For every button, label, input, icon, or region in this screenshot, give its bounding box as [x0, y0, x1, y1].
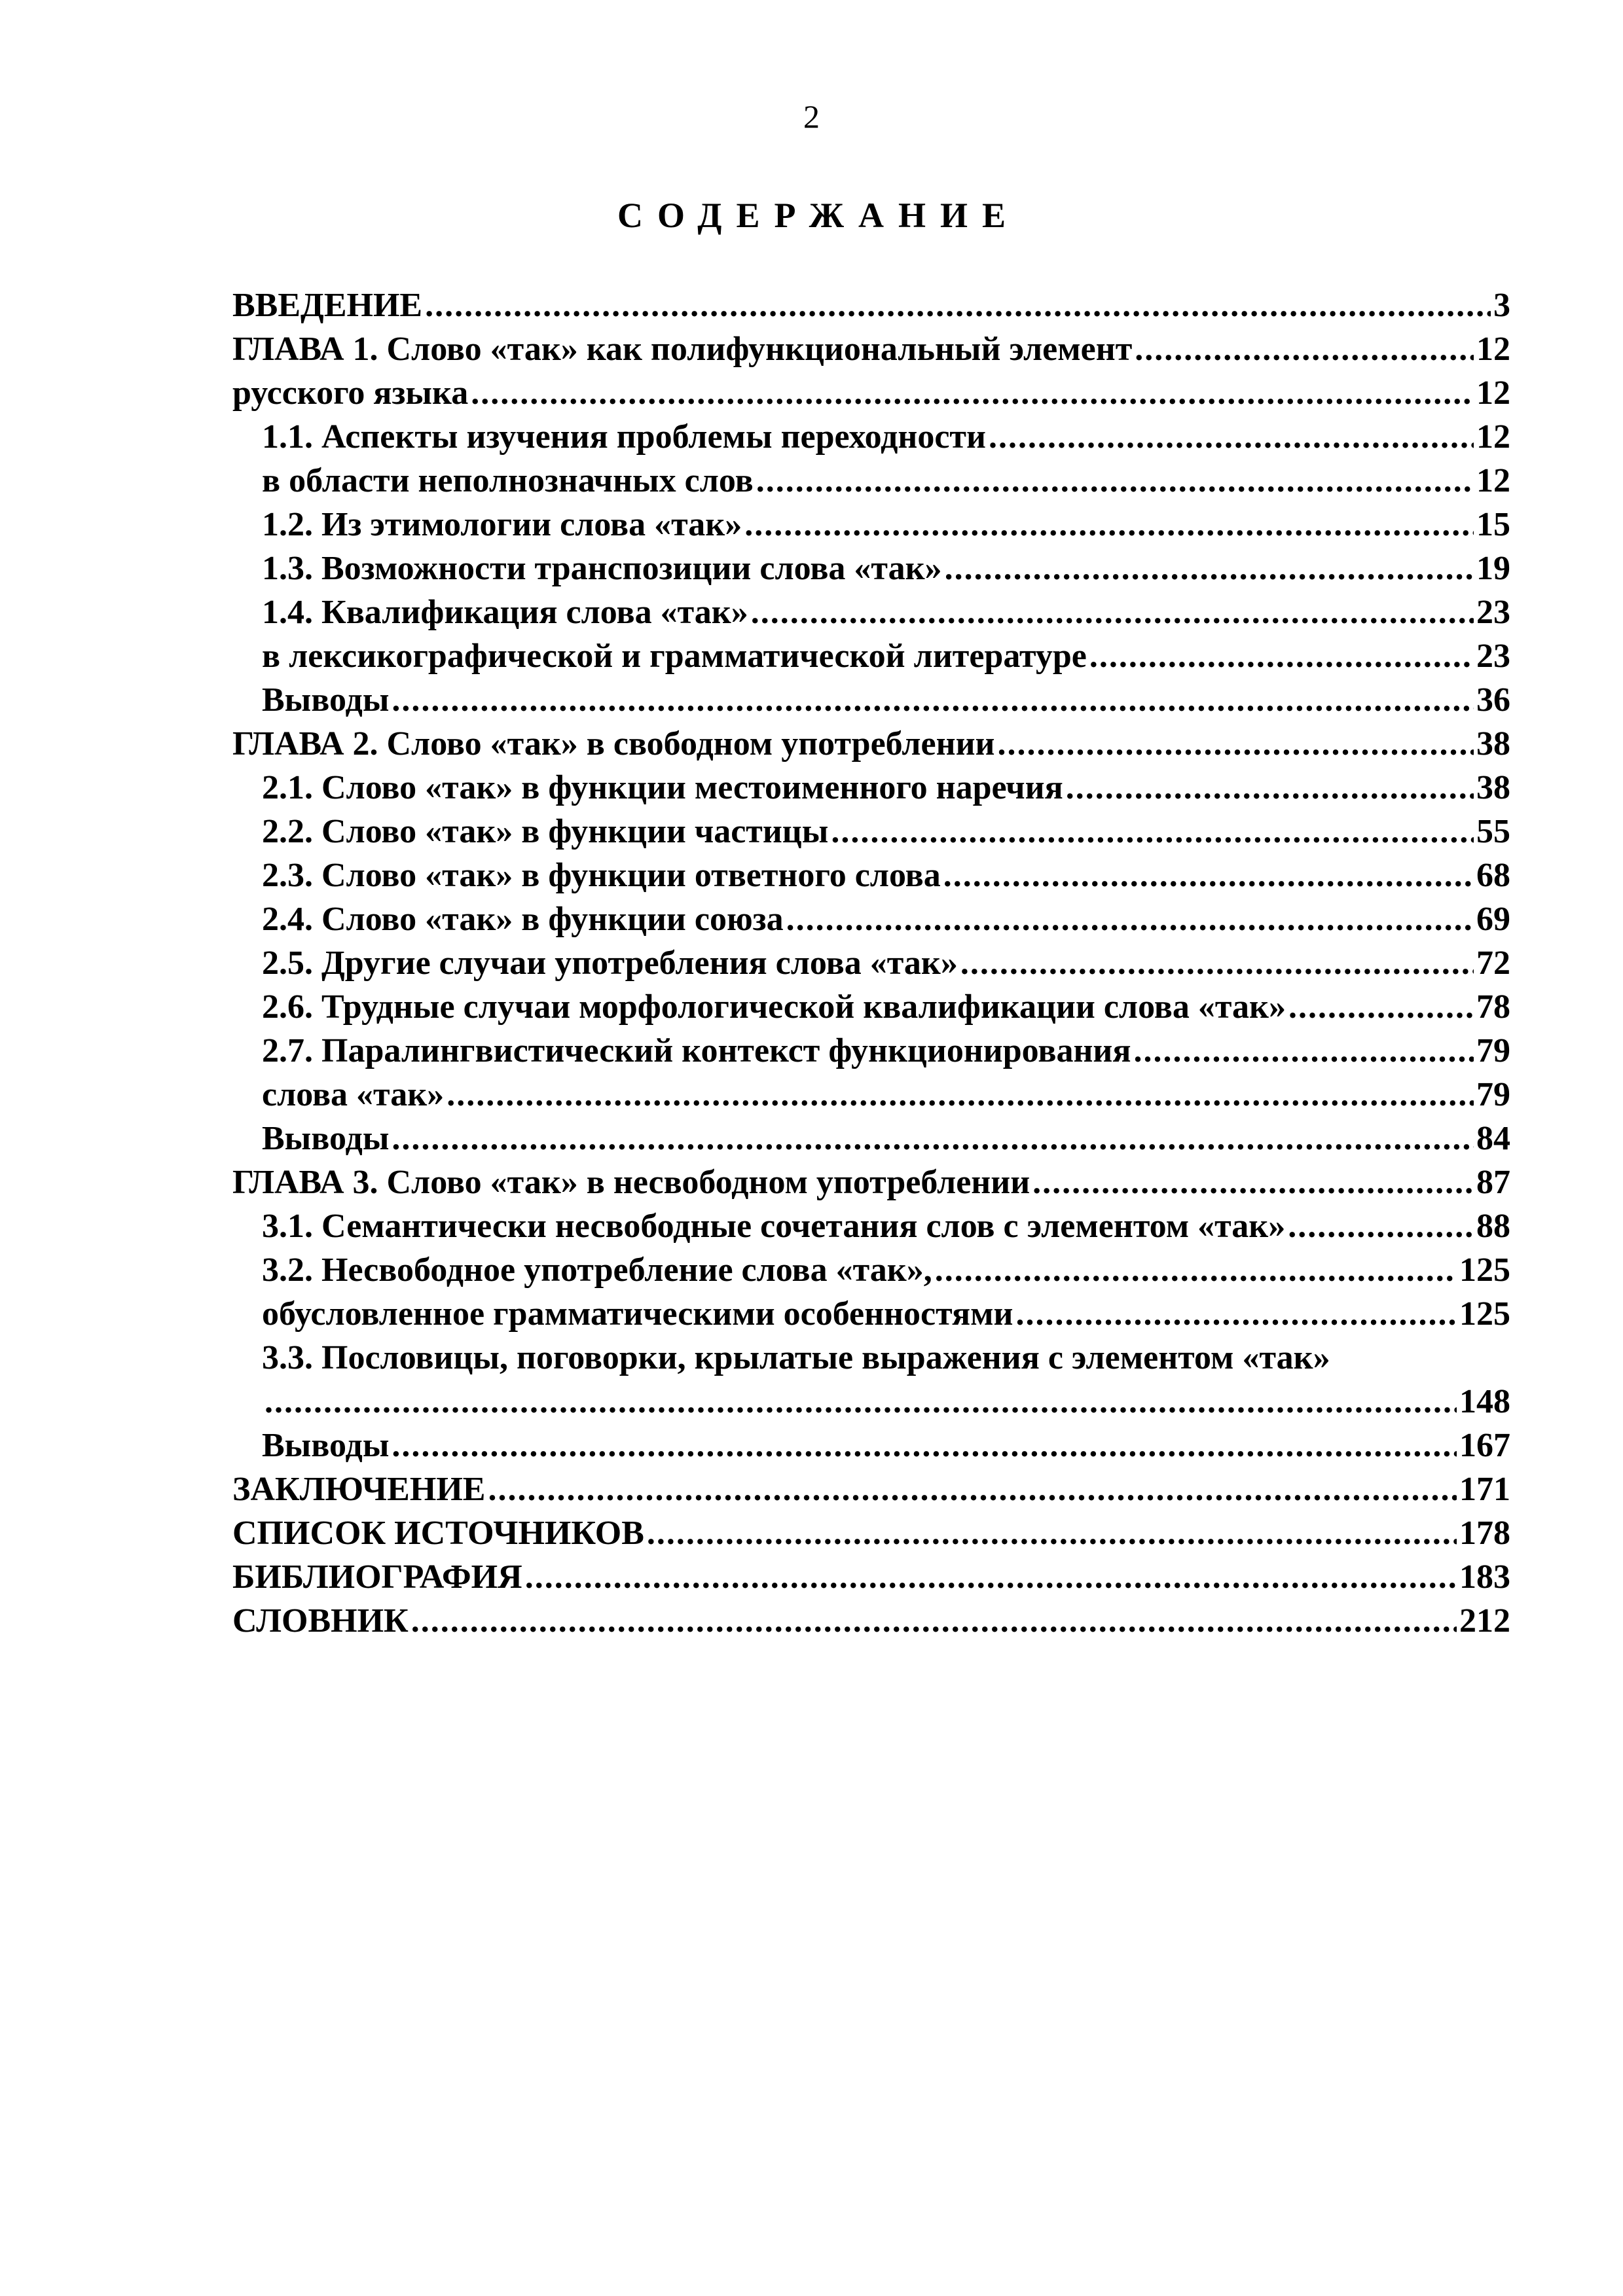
toc-entry-page: 12: [1476, 374, 1510, 412]
toc-entry: [232, 1292, 1510, 1336]
toc-dot-leader: [786, 897, 1474, 941]
toc-dot-leader: [471, 371, 1474, 415]
toc-entry: [232, 985, 1510, 1029]
toc-dot-leader: [488, 1467, 1457, 1511]
toc-entry-page: 212: [1459, 1602, 1510, 1640]
toc-entry: [232, 1029, 1510, 1073]
toc-entry-page: 171: [1459, 1471, 1510, 1508]
toc-entry: [232, 1204, 1510, 1248]
toc-entry-title: Выводы: [262, 1427, 390, 1464]
toc-dot-leader: [447, 1073, 1474, 1117]
toc-entry-page: 72: [1476, 944, 1510, 982]
toc-dot-leader: [960, 941, 1474, 985]
toc-entry-page: 36: [1476, 681, 1510, 719]
toc-entry: [232, 283, 1510, 327]
toc-entry: [232, 766, 1510, 810]
toc-entry-title: 2.4. Слово «так» в функции союза: [262, 901, 784, 938]
toc-entry-page: 12: [1476, 331, 1510, 368]
toc-dot-leader: [744, 503, 1474, 547]
toc-entry: [232, 1424, 1510, 1467]
toc-entry-title: Выводы: [262, 681, 390, 719]
toc-entry-title: 2.1. Слово «так» в функции местоименного наречия: [262, 769, 1063, 806]
toc-entry: [232, 459, 1510, 503]
toc-dot-leader: [425, 283, 1491, 327]
toc-dot-leader: [264, 1380, 1457, 1424]
toc-dot-leader: [525, 1555, 1457, 1599]
toc-entry: [232, 503, 1510, 547]
toc-entry-title: СЛОВНИК: [232, 1602, 409, 1640]
toc-entry-title: обусловленное грамматическими особенностями: [262, 1295, 1013, 1333]
toc-entry-title: слова «так»: [262, 1076, 445, 1113]
toc-entry: [232, 1160, 1510, 1204]
toc-entry-title: в области неполнозначных слов: [262, 462, 754, 499]
page-number: 2: [803, 98, 820, 135]
toc-entry-title: 2.7. Паралингвистический контекст функционирования: [262, 1032, 1131, 1069]
toc-dot-leader: [647, 1511, 1457, 1555]
toc-entry-title: СПИСОК ИСТОЧНИКОВ: [232, 1515, 644, 1552]
toc-entry-page: 79: [1476, 1076, 1510, 1113]
toc-entry-page: 148: [1459, 1383, 1510, 1420]
toc-dot-leader: [989, 415, 1474, 459]
toc-entry-title: 2.5. Другие случаи употребления слова «так»: [262, 944, 958, 982]
toc-dot-leader: [392, 678, 1474, 722]
toc-entry-page: 87: [1476, 1164, 1510, 1201]
toc-entry-page: 68: [1476, 857, 1510, 894]
toc-entry: [232, 327, 1510, 371]
toc-entry-page: 23: [1476, 637, 1510, 675]
toc-dot-leader: [1135, 327, 1474, 371]
toc-entry-page: 12: [1476, 462, 1510, 499]
toc-entry-page: 69: [1476, 901, 1510, 938]
toc-entry-title: 1.1. Аспекты изучения проблемы переходности: [262, 418, 986, 456]
toc-entry-title: ГЛАВА 3. Слово «так» в несвободном употреблении: [232, 1164, 1030, 1201]
toc-entry-page: 125: [1459, 1295, 1510, 1333]
toc-dot-leader: [411, 1599, 1457, 1643]
toc-dot-leader: [1134, 1029, 1474, 1073]
toc-entry-title: 2.6. Трудные случаи морфологической квалификации слова «так»: [262, 988, 1286, 1026]
toc-entry-page: 183: [1459, 1558, 1510, 1596]
toc-dot-leader: [1015, 1292, 1457, 1336]
toc-entry-page: 19: [1476, 550, 1510, 587]
toc-entry: [232, 810, 1510, 853]
toc-entry-title: 3.3. Пословицы, поговорки, крылатые выражения с элементом «так»: [262, 1339, 1330, 1376]
toc-entry: [232, 1467, 1510, 1511]
toc-dot-leader: [945, 547, 1474, 590]
toc-entry: [232, 415, 1510, 459]
toc-entry: [232, 941, 1510, 985]
toc-dot-leader: [831, 810, 1474, 853]
toc-title: СОДЕРЖАНИЕ: [617, 196, 1020, 235]
toc-entry: [232, 1117, 1510, 1160]
toc-entry-page: 12: [1476, 418, 1510, 456]
toc-entry-title: 2.2. Слово «так» в функции частицы: [262, 813, 829, 850]
toc-entry-page: 88: [1476, 1208, 1510, 1245]
toc-entry-title: Выводы: [262, 1120, 390, 1157]
toc-entry: [232, 1380, 1510, 1424]
toc-entry: [232, 1073, 1510, 1117]
toc-entry-title: 2.3. Слово «так» в функции ответного слова: [262, 857, 941, 894]
toc-dot-leader: [1032, 1160, 1474, 1204]
toc-entry: [232, 634, 1510, 678]
toc-entry-title: русского языка: [232, 374, 469, 412]
toc-dot-leader: [1288, 985, 1474, 1029]
table-of-contents: [232, 283, 1510, 1643]
toc-entry-page: 38: [1476, 725, 1510, 762]
toc-entry: [232, 371, 1510, 415]
toc-entry: [232, 590, 1510, 634]
toc-dot-leader: [1089, 634, 1474, 678]
toc-entry: [232, 853, 1510, 897]
toc-entry-page: 23: [1476, 594, 1510, 631]
toc-dot-leader: [392, 1424, 1457, 1467]
toc-entry-page: 84: [1476, 1120, 1510, 1157]
toc-entry: [232, 1336, 1510, 1380]
toc-entry-page: 15: [1476, 506, 1510, 543]
toc-entry-title: 3.2. Несвободное употребление слова «так»,: [262, 1251, 932, 1289]
toc-dot-leader: [756, 459, 1474, 503]
toc-dot-leader: [1066, 766, 1474, 810]
toc-entry-title: ГЛАВА 1. Слово «так» как полифункциональный элемент: [232, 331, 1133, 368]
toc-entry-page: 3: [1493, 287, 1510, 324]
toc-entry: [232, 1599, 1510, 1643]
toc-entry-title: 1.2. Из этимологии слова «так»: [262, 506, 742, 543]
toc-entry-title: ГЛАВА 2. Слово «так» в свободном употреблении: [232, 725, 995, 762]
toc-entry-title: БИБЛИОГРАФИЯ: [232, 1558, 522, 1596]
toc-entry-title: ВВЕДЕНИЕ: [232, 287, 423, 324]
toc-entry: [232, 1555, 1510, 1599]
toc-entry-title: 1.4. Квалификация слова «так»: [262, 594, 748, 631]
toc-dot-leader: [935, 1248, 1457, 1292]
toc-entry: [232, 1248, 1510, 1292]
toc-entry: [232, 547, 1510, 590]
toc-dot-leader: [1288, 1204, 1474, 1248]
toc-entry-title: ЗАКЛЮЧЕНИЕ: [232, 1471, 486, 1508]
toc-entry-title: 1.3. Возможности транспозиции слова «так»: [262, 550, 942, 587]
toc-entry-title: 3.1. Семантически несвободные сочетания слов с элементом «так»: [262, 1208, 1286, 1245]
toc-entry: [232, 678, 1510, 722]
toc-dot-leader: [943, 853, 1474, 897]
toc-entry: [232, 722, 1510, 766]
toc-entry-page: 79: [1476, 1032, 1510, 1069]
toc-entry-page: 125: [1459, 1251, 1510, 1289]
toc-dot-leader: [392, 1117, 1474, 1160]
toc-entry-page: 55: [1476, 813, 1510, 850]
toc-entry-page: 167: [1459, 1427, 1510, 1464]
toc-dot-leader: [751, 590, 1474, 634]
toc-entry-title: в лексикографической и грамматической литературе: [262, 637, 1087, 675]
toc-entry-page: 178: [1459, 1515, 1510, 1552]
toc-dot-leader: [998, 722, 1474, 766]
toc-entry-page: 38: [1476, 769, 1510, 806]
toc-entry: [232, 1511, 1510, 1555]
toc-entry-page: 78: [1476, 988, 1510, 1026]
toc-entry: [232, 897, 1510, 941]
